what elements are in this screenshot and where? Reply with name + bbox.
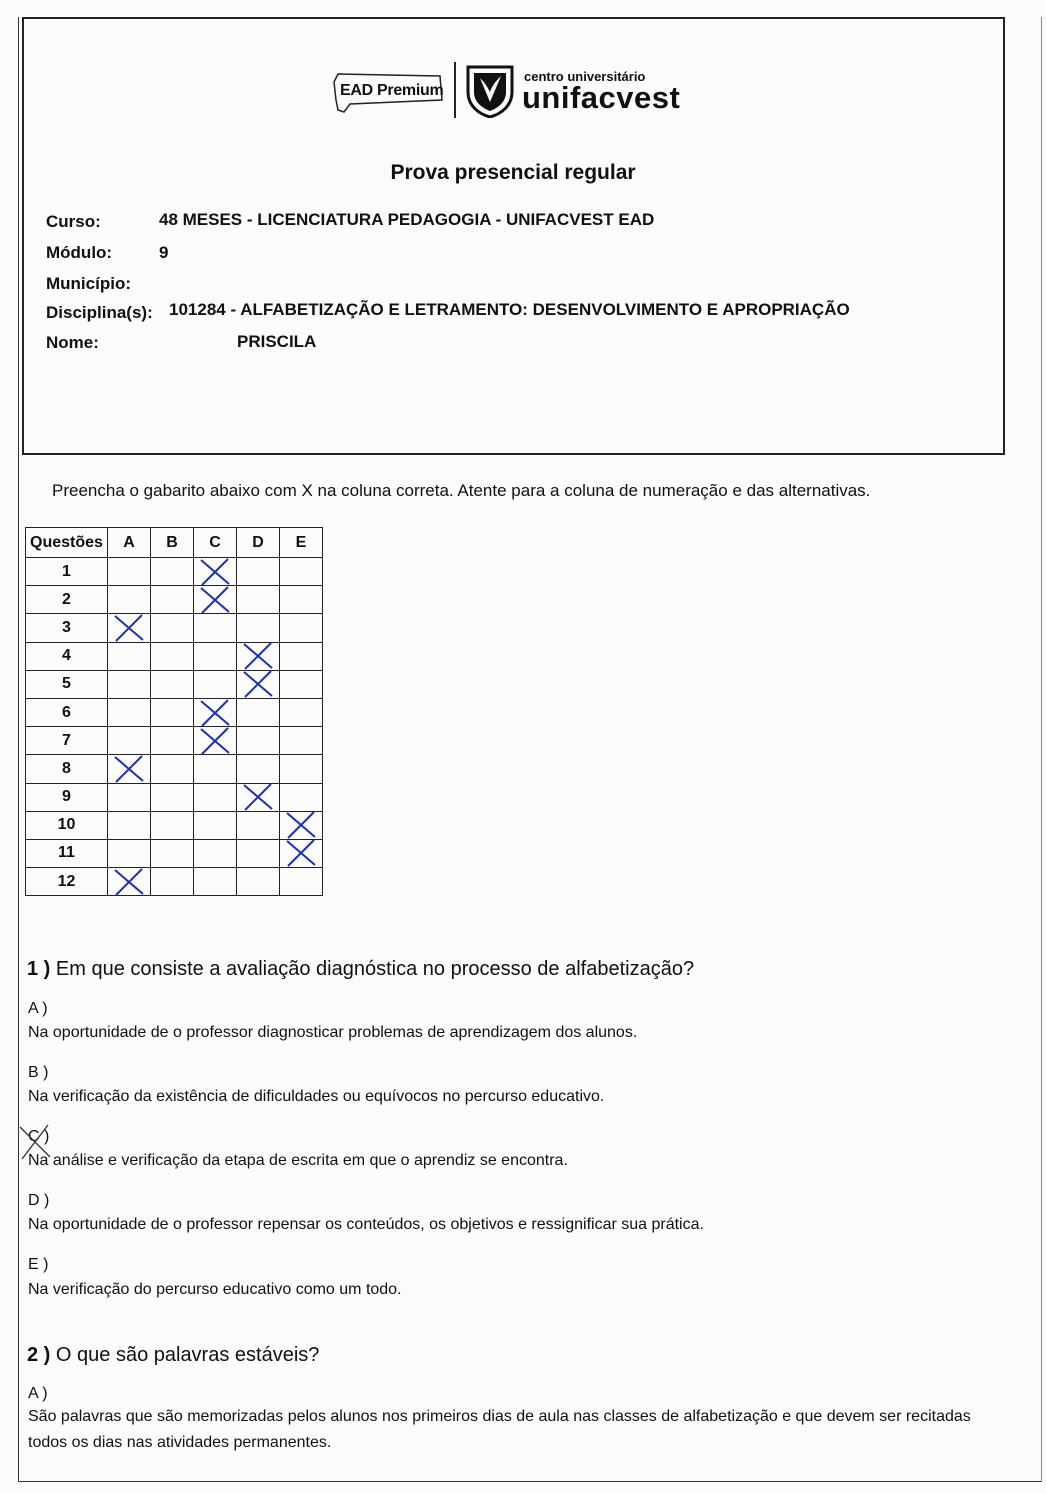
answer-cell-b[interactable] [151,868,194,896]
discipline-label: Disciplina(s): [46,303,153,322]
answer-cell-d[interactable] [237,614,280,642]
question-number-cell: 1 [26,558,108,586]
answer-cell-a[interactable] [108,868,151,896]
answer-cell-d[interactable] [237,839,280,867]
answer-cell-a[interactable] [108,698,151,726]
answer-x-mark-icon [198,557,232,587]
answer-cell-e[interactable] [280,558,323,586]
answer-cell-d[interactable] [237,755,280,783]
q2-option-a-letter[interactable]: A ) [28,1385,48,1402]
option-c-pencil-mark-icon [16,1121,54,1161]
answer-cell-b[interactable] [151,558,194,586]
ead-premium-logo: EAD Premium [340,82,444,99]
answer-cell-b[interactable] [151,670,194,698]
answer-x-mark-icon [284,838,318,868]
answer-cell-b[interactable] [151,839,194,867]
answer-cell-a[interactable] [108,839,151,867]
answer-x-mark-icon [241,669,275,699]
answer-row [26,670,323,698]
answer-cell-e[interactable] [280,727,323,755]
answer-x-mark-icon [112,867,146,897]
answer-x-mark-icon [241,641,275,671]
answer-row [26,783,323,811]
option-header-d: D [237,528,280,558]
question-1-title [27,958,694,981]
answer-cell-e[interactable] [280,586,323,614]
answer-x-mark-icon [198,698,232,728]
option-header-c: C [194,528,237,558]
answer-grid-header-row [26,528,323,558]
q1-option-a-text: Na oportunidade de o professor diagnosticar problemas de aprendizagem dos alunos. [28,1024,638,1041]
option-header-a: A [108,528,151,558]
question-number-cell: 6 [26,698,108,726]
answer-cell-a[interactable] [108,811,151,839]
answer-cell-e[interactable] [280,811,323,839]
answer-cell-c[interactable] [194,670,237,698]
answer-cell-a[interactable] [108,727,151,755]
answer-cell-d[interactable] [237,670,280,698]
answer-cell-b[interactable] [151,755,194,783]
course-value: 48 MESES - LICENCIATURA PEDAGOGIA - UNIFACVEST EAD [159,210,655,229]
answer-cell-b[interactable] [151,614,194,642]
answer-row [26,586,323,614]
answer-grid [25,527,323,896]
answer-cell-b[interactable] [151,586,194,614]
answer-cell-d[interactable] [237,642,280,670]
question-2-title [27,1344,319,1367]
answer-cell-e[interactable] [280,839,323,867]
question-number-cell: 12 [26,868,108,896]
answer-row [26,727,323,755]
q1-option-a-letter[interactable]: A ) [28,1000,48,1017]
name-label: Nome: [46,333,99,352]
answer-cell-c[interactable] [194,755,237,783]
module-value: 9 [159,243,169,262]
answer-cell-d[interactable] [237,811,280,839]
question-number-cell: 3 [26,614,108,642]
answer-cell-a[interactable] [108,642,151,670]
answer-cell-a[interactable] [108,558,151,586]
q2-option-a-text: São palavras que são memorizadas pelos alunos nos primeiros dias de aula nas classes de alfabetização e que devem ser recitadas todos os dias nas atividades permanentes. [28,1408,971,1451]
answer-cell-d[interactable] [237,868,280,896]
questions-header: Questões [26,528,108,558]
answer-cell-c[interactable] [194,558,237,586]
question-number-cell: 10 [26,811,108,839]
q1-option-e-text: Na verificação do percurso educativo como um todo. [28,1281,402,1298]
answer-x-mark-icon [284,810,318,840]
answer-cell-e[interactable] [280,642,323,670]
question-1-text: Em que consiste a avaliação diagnóstica no processo de alfabetização? [55,958,695,980]
question-1-number: 1 ) [27,958,51,980]
answer-cell-b[interactable] [151,642,194,670]
answer-cell-b[interactable] [151,783,194,811]
question-number-cell: 8 [26,755,108,783]
name-value: PRISCILA [237,332,317,351]
question-number-cell: 4 [26,642,108,670]
answer-cell-e[interactable] [280,698,323,726]
institution-name: unifacvest [522,80,681,115]
q1-option-c-text: Na análise e verificação da etapa de escrita em que o aprendiz se encontra. [28,1152,568,1169]
answer-cell-d[interactable] [237,698,280,726]
answer-cell-c[interactable] [194,698,237,726]
institution-subtitle: centro universitário [524,69,646,84]
option-header-b: B [151,528,194,558]
answer-row [26,839,323,867]
answer-row [26,811,323,839]
answer-cell-c[interactable] [194,586,237,614]
question-2-text: O que são palavras estáveis? [55,1344,320,1366]
answer-cell-a[interactable] [108,755,151,783]
answer-cell-d[interactable] [237,783,280,811]
answer-cell-c[interactable] [194,868,237,896]
course-label: Curso: [46,212,101,231]
exam-title: Prova presencial regular [390,161,636,184]
answer-cell-e[interactable] [280,868,323,896]
answer-row [26,614,323,642]
answer-cell-d[interactable] [237,586,280,614]
answer-row [26,558,323,586]
answer-cell-b[interactable] [151,727,194,755]
q1-option-d-text: Na oportunidade de o professor repensar os conteúdos, os objetivos e ressignificar sua prática. [28,1216,704,1233]
answer-cell-c[interactable] [194,642,237,670]
question-number-cell: 11 [26,839,108,867]
answer-cell-d[interactable] [237,558,280,586]
answer-cell-e[interactable] [280,670,323,698]
answer-cell-c[interactable] [194,839,237,867]
answer-x-mark-icon [112,613,146,643]
answer-x-mark-icon [112,754,146,784]
answer-x-mark-icon [241,782,275,812]
answer-cell-a[interactable] [108,586,151,614]
question-number-cell: 7 [26,727,108,755]
q1-option-c-letter[interactable]: C ) [28,1128,50,1145]
answer-cell-c[interactable] [194,727,237,755]
answer-x-mark-icon [198,726,232,756]
answer-cell-c[interactable] [194,811,237,839]
answer-row [26,642,323,670]
discipline-value: 101284 - ALFABETIZAÇÃO E LETRAMENTO: DESENVOLVIMENTO E APROPRIAÇÃO [169,300,850,319]
answer-cell-e[interactable] [280,755,323,783]
instruction-text: Preencha o gabarito abaixo com X na coluna correta. Atente para a coluna de numeração e das alternativas. [52,481,871,500]
q1-option-d-letter[interactable]: D ) [28,1192,50,1209]
answer-cell-a[interactable] [108,614,151,642]
answer-cell-c[interactable] [194,783,237,811]
answer-cell-b[interactable] [151,698,194,726]
question-number-cell: 5 [26,670,108,698]
answer-row [26,868,323,896]
q1-option-e-letter[interactable]: E ) [28,1256,49,1273]
answer-cell-a[interactable] [108,670,151,698]
answer-cell-c[interactable] [194,614,237,642]
question-number-cell: 2 [26,586,108,614]
question-number-cell: 9 [26,783,108,811]
answer-cell-e[interactable] [280,614,323,642]
option-header-e: E [280,528,323,558]
q1-option-b-letter[interactable]: B ) [28,1064,49,1081]
answer-cell-e[interactable] [280,783,323,811]
municipality-label: Município: [46,274,131,293]
unifacvest-shield-icon [465,64,515,118]
module-label: Módulo: [46,243,113,262]
answer-row [26,698,323,726]
question-2-number: 2 ) [27,1344,51,1366]
logo-separator [454,62,456,118]
answer-cell-d[interactable] [237,727,280,755]
answer-cell-a[interactable] [108,783,151,811]
answer-cell-b[interactable] [151,811,194,839]
q1-option-b-text: Na verificação da existência de dificuldades ou equívocos no percurso educativo. [28,1088,605,1105]
answer-row [26,755,323,783]
answer-x-mark-icon [198,585,232,615]
